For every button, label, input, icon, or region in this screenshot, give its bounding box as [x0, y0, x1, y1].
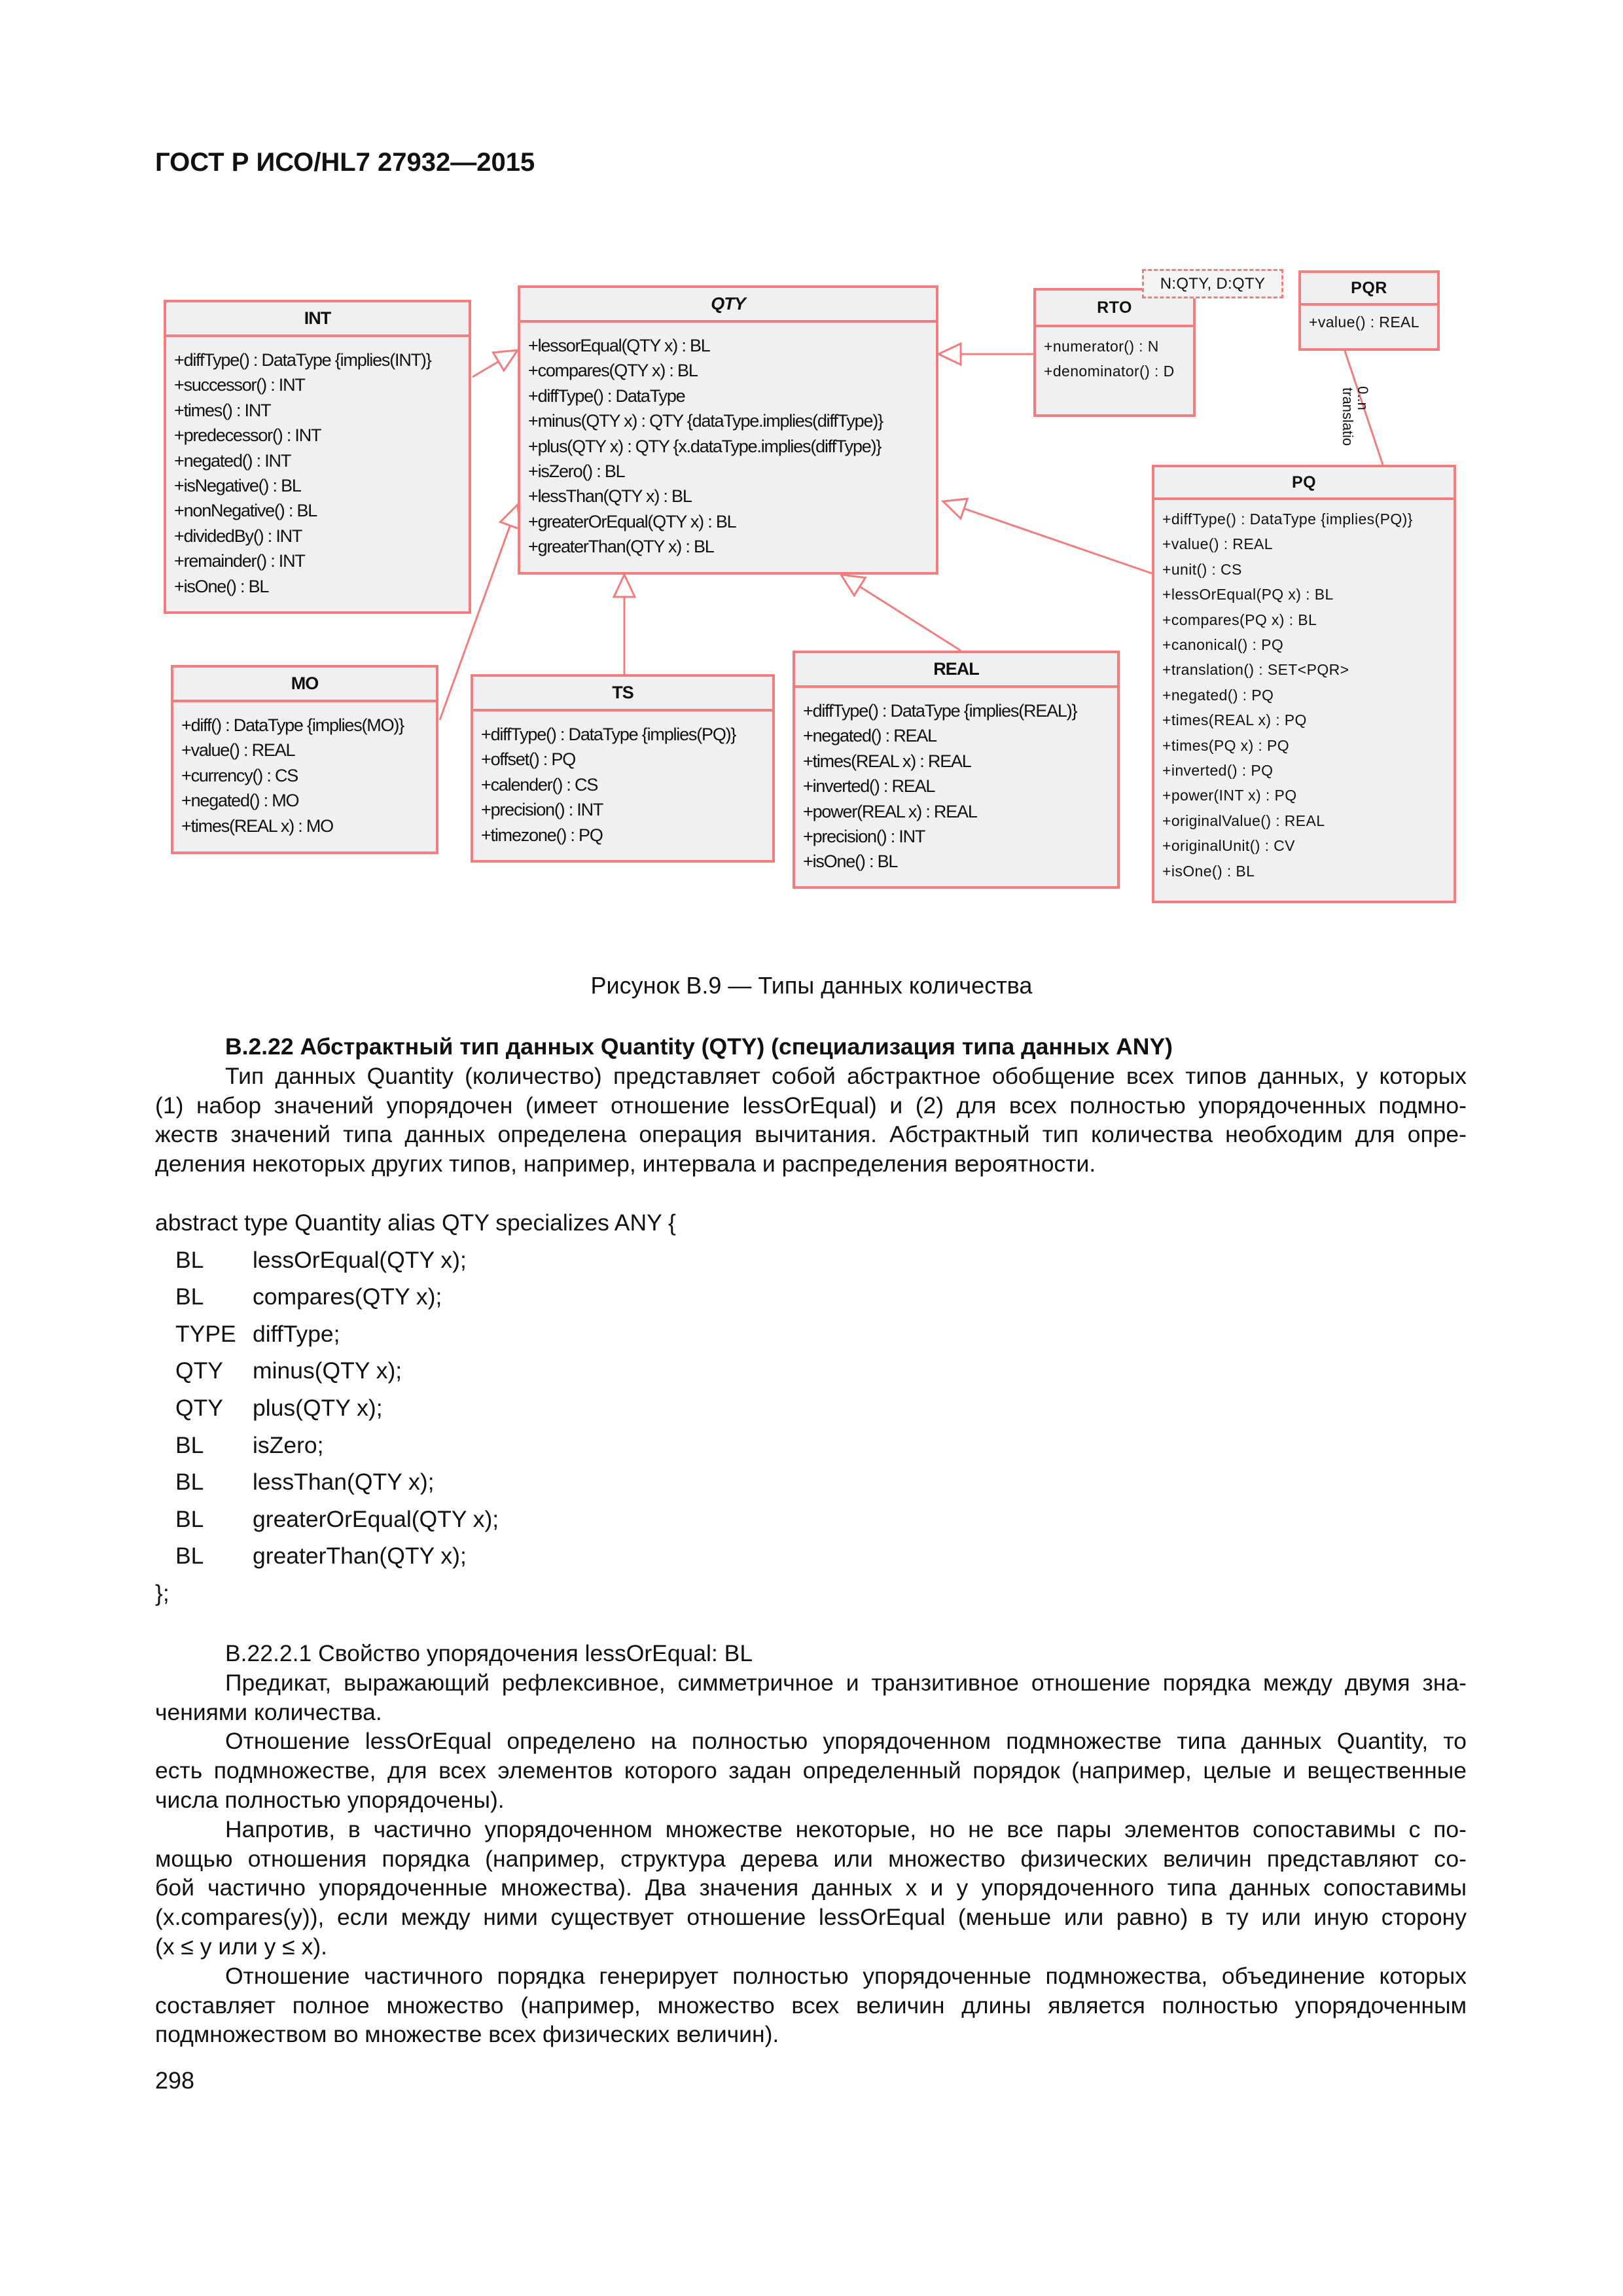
page-number: 298	[155, 2067, 195, 2094]
paragraph-line: мощью отношения порядка (например, структура дерева или множество физических величин представляют со-	[155, 1845, 1467, 1872]
class-member: +canonical() : PQ	[1162, 636, 1284, 654]
class-name: TS	[473, 677, 772, 711]
class-member: +originalValue() : REAL	[1162, 812, 1325, 829]
code-member: greaterOrEqual(QTY x);	[253, 1505, 499, 1532]
class-member: +negated() : PQ	[1162, 686, 1274, 704]
class-member: +isOne() : BL	[174, 576, 269, 596]
code-member: lessThan(QTY x);	[253, 1469, 435, 1496]
class-member: +inverted() : REAL	[803, 776, 935, 797]
association-role: translatio	[1340, 387, 1356, 446]
class-member: +power(INT x) : PQ	[1162, 787, 1297, 804]
class-mo[interactable]	[171, 665, 438, 854]
class-member: +currency() : CS	[181, 765, 298, 785]
class-member: +isZero() : BL	[528, 461, 625, 482]
class-int[interactable]	[164, 300, 471, 614]
class-member: +times(PQ x) : PQ	[1162, 736, 1290, 754]
class-rto[interactable]	[1033, 288, 1196, 417]
class-pqr[interactable]	[1298, 270, 1440, 351]
generalization-real-qty	[841, 575, 961, 651]
class-name: MO	[173, 668, 436, 702]
class-member: +nonNegative() : BL	[174, 501, 317, 521]
class-member: +lessorEqual(QTY x) : BL	[528, 336, 710, 355]
paragraph-line: составляет полное множество (например, множество всех величин длины является полностью упорядоченным	[155, 1992, 1467, 2018]
class-member: +negated() : REAL	[803, 726, 936, 746]
generalization-int-qty	[473, 350, 518, 377]
class-qty[interactable]	[518, 285, 938, 575]
class-pq[interactable]	[1152, 465, 1456, 903]
class-members	[173, 702, 436, 838]
subsection-heading: B.22.2.1 Свойство упорядочения lessOrEqual: BL	[225, 1640, 753, 1666]
class-member: +times(REAL x) : REAL	[803, 751, 971, 771]
document-header: ГОСТ Р ИСО/HL7 27932—2015	[155, 148, 535, 177]
paragraph-line: жеств значений типа данных определена операция вычитания. Абстрактный тип количества необходим для опре-	[155, 1121, 1467, 1148]
code-row	[155, 1278, 1467, 1316]
class-member: +inverted() : PQ	[1162, 762, 1274, 780]
template-parameters-note: N:QTY, D:QTY	[1142, 269, 1283, 298]
class-member: +minus(QTY x) : QTY {dataType.implies(diffType)}	[528, 411, 883, 431]
paragraph-line: Напротив, в частично упорядоченном множестве некоторые, но не все пары элементов сопоставимы с по-	[225, 1816, 1467, 1842]
class-member: +predecessor() : INT	[174, 425, 321, 446]
code-return-type: BL	[175, 1469, 204, 1496]
section-qty-description	[155, 1032, 1467, 1179]
class-member: +plus(QTY x) : QTY {x.dataType.implies(diffType)}	[528, 436, 882, 456]
code-member: diffType;	[253, 1320, 340, 1347]
class-member: +greaterOrEqual(QTY x) : BL	[528, 511, 736, 531]
class-member: +value() : REAL	[1309, 314, 1419, 331]
code-open: abstract type Quantity alias QTY specializes ANY {	[155, 1210, 676, 1236]
class-member: +greaterThan(QTY x) : BL	[528, 537, 714, 557]
paragraph-line: Отношение частичного порядка генерирует полностью упорядоченные подмножества, объединение которых	[225, 1962, 1467, 1989]
class-member: +diffType() : DataType {implies(PQ)}	[1162, 511, 1413, 528]
class-members	[1154, 500, 1454, 884]
paragraph-line: Отношение lessOrEqual определено на полностью упорядоченном подмножестве типа данных Quantity, то	[225, 1728, 1467, 1755]
class-name: PQ	[1154, 467, 1454, 500]
code-return-type: QTY	[175, 1394, 223, 1421]
code-listing	[155, 1204, 1467, 1612]
paragraph-line: деления некоторых других типов, например, интервала и распределения вероятности.	[155, 1151, 1096, 1177]
class-member: +times(REAL x) : MO	[181, 816, 333, 836]
class-members	[166, 337, 469, 599]
class-member: +denominator() : D	[1044, 363, 1175, 380]
code-member: greaterThan(QTY x);	[253, 1543, 467, 1570]
class-member: +power(REAL x) : REAL	[803, 801, 977, 821]
class-member: +diff() : DataType {implies(MO)}	[181, 715, 404, 735]
class-members	[1036, 327, 1193, 384]
class-member: +diffType() : DataType	[528, 386, 685, 406]
paragraph-line: Предикат, выражающий рефлексивное, симметричное и транзитивное отношение порядка между двумя зна-	[225, 1669, 1467, 1696]
code-return-type: TYPE	[175, 1320, 236, 1347]
class-member: +times(REAL x) : PQ	[1162, 711, 1307, 729]
class-member: +unit() : CS	[1162, 560, 1242, 578]
class-member: +lessThan(QTY x) : BL	[528, 486, 692, 507]
class-member: +times() : INT	[174, 400, 271, 420]
class-name: QTY	[520, 288, 936, 323]
code-member: isZero;	[253, 1431, 324, 1458]
class-member: +negated() : MO	[181, 791, 299, 811]
class-real[interactable]	[793, 651, 1120, 889]
generalization-pq-qty	[943, 501, 1152, 573]
paragraph-line: числа полностью упорядочены).	[155, 1786, 505, 1813]
code-row	[155, 1352, 1467, 1390]
code-return-type: BL	[175, 1543, 204, 1570]
code-row	[155, 1316, 1467, 1353]
class-member: +successor() : INT	[174, 375, 305, 395]
class-ts[interactable]	[471, 674, 775, 863]
paragraph-line: (x.compares(y)), если между ними существует отношение lessOrEqual (меньше или равно) в ту или иную сторону	[155, 1904, 1467, 1931]
class-member: +precision() : INT	[481, 800, 603, 820]
class-member: +value() : REAL	[1162, 535, 1273, 553]
class-member: +dividedBy() : INT	[174, 526, 302, 546]
class-member: +numerator() : N	[1044, 338, 1159, 355]
class-member: +isOne() : BL	[803, 852, 898, 872]
class-member: +value() : REAL	[181, 740, 295, 761]
figure-caption: Рисунок B.9 — Типы данных количества	[590, 972, 1033, 999]
class-member: +calender() : CS	[481, 774, 598, 795]
class-member: +diffType() : DataType {implies(REAL)}	[803, 701, 1077, 721]
class-member: +precision() : INT	[803, 827, 925, 847]
code-close: };	[155, 1579, 169, 1606]
code-member: minus(QTY x);	[253, 1357, 402, 1384]
class-member: +diffType() : DataType {implies(INT)}	[174, 350, 431, 370]
association-multiplicity: 0..n	[1355, 386, 1371, 410]
paragraph-line: бой частично упорядоченные множества). Два значения данных x и y упорядоченного типа данных сопоставимы	[155, 1874, 1467, 1901]
code-row	[155, 1463, 1467, 1501]
class-member: +timezone() : PQ	[481, 825, 603, 845]
class-member: +lessOrEqual(PQ x) : BL	[1162, 586, 1334, 603]
class-member: +compares(PQ x) : BL	[1162, 611, 1317, 628]
code-row	[155, 1390, 1467, 1427]
class-members	[1301, 306, 1437, 334]
class-member: +diffType() : DataType {implies(PQ)}	[481, 725, 736, 744]
paragraph-line: подмножеством во множестве всех физических величин).	[155, 2021, 779, 2048]
class-member: +isNegative() : BL	[174, 476, 301, 496]
class-name: INT	[166, 302, 469, 337]
class-name: PQR	[1301, 273, 1437, 306]
code-row	[155, 1242, 1467, 1279]
paragraph-line: есть подмножестве, для всех элементов которого задан определенный порядок (например, целые и вещественные	[155, 1757, 1467, 1784]
class-member: +offset() : PQ	[481, 749, 576, 770]
code-return-type: BL	[175, 1283, 204, 1310]
code-member: compares(QTY x);	[253, 1283, 442, 1310]
code-row	[155, 1501, 1467, 1538]
code-return-type: BL	[175, 1505, 204, 1532]
class-member: +isOne() : BL	[1162, 862, 1255, 880]
class-member: +compares(QTY x) : BL	[528, 361, 698, 381]
paragraph-line: (1) набор значений упорядочен (имеет отношение lessOrEqual) и (2) для всех полностью упорядоченных подмно-	[155, 1092, 1467, 1119]
class-members	[795, 688, 1117, 874]
class-member: +remainder() : INT	[174, 551, 305, 571]
class-members	[473, 711, 772, 848]
code-member: plus(QTY x);	[253, 1394, 383, 1421]
class-member: +negated() : INT	[174, 450, 291, 471]
section-lessorequal	[155, 1639, 1467, 2049]
class-member: +translation() : SET<PQR>	[1162, 661, 1349, 679]
code-return-type: BL	[175, 1431, 204, 1458]
code-return-type: BL	[175, 1246, 204, 1273]
class-members	[520, 323, 936, 560]
code-row	[155, 1427, 1467, 1464]
class-name: RTO	[1036, 291, 1193, 327]
class-name: REAL	[795, 653, 1117, 688]
paragraph-line: (x ≤ y или y ≤ x).	[155, 1933, 328, 1960]
code-member: lessOrEqual(QTY x);	[253, 1246, 467, 1273]
paragraph-line: чениями количества.	[155, 1698, 382, 1725]
code-return-type: QTY	[175, 1357, 223, 1384]
section-heading: B.2.22 Абстрактный тип данных Quantity (QTY) (специализация типа данных ANY)	[225, 1033, 1173, 1060]
code-row	[155, 1537, 1467, 1575]
class-member: +originalUnit() : CV	[1162, 837, 1295, 855]
paragraph-line: Тип данных Quantity (количество) представляет собой абстрактное обобщение всех типов данных, у которых	[225, 1062, 1467, 1089]
